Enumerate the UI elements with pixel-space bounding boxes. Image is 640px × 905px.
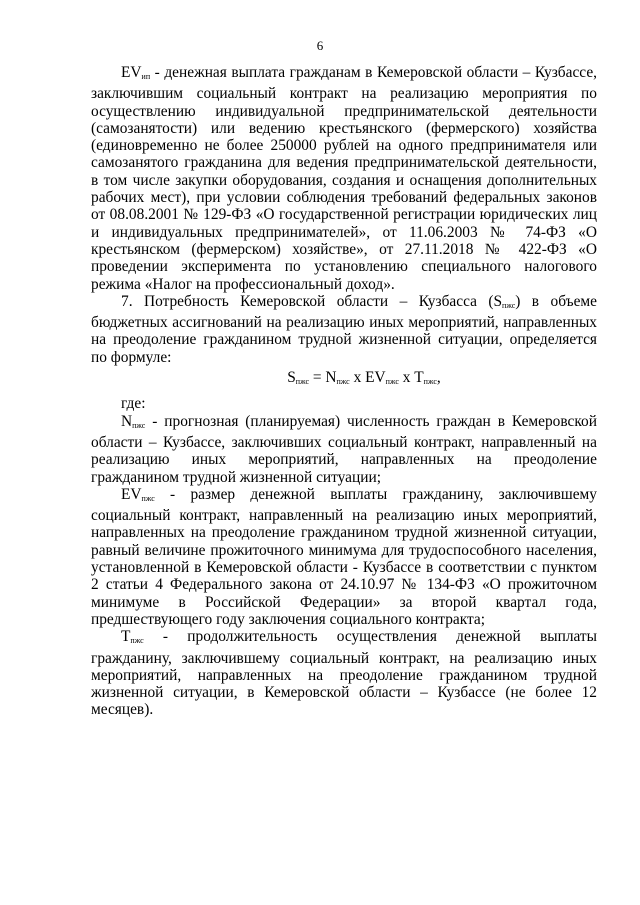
symbol-n: N (121, 412, 133, 430)
symbol-t: T (121, 628, 131, 646)
paragraph-text: 7. Потребность Кемеровской области – Кузбасса (S (121, 292, 503, 310)
formula-n: = N (309, 369, 337, 387)
formula-s: S (287, 369, 296, 387)
document-body (91, 64, 597, 719)
symbol-ev: EV (121, 485, 142, 503)
symbol-subscript: ип (141, 72, 151, 81)
formula-t: х T (398, 369, 424, 387)
page-number: 6 (316, 38, 324, 53)
where-label: где: (121, 395, 146, 413)
formula-end: , (436, 369, 441, 387)
symbol-ev: EV (121, 64, 142, 81)
formula (91, 369, 597, 390)
paragraph-text: - денежная выплата гражданам в Кемеровской области – Кузбассе, заключившим социальный контракт на реализацию мероприятия по осуществлению индивидуальной предпринимательской деятельности (самозанятости) или ведению крестьянского (фермерского) хозяйства (единовременно не более 250000 рублей на одного предпринимателя или самозанятого гражданина для ведения предпринимательской деятельности, в том числе закупки оборудования, создания и оснащения дополнительных рабочих мест), при условии соблюдения требований федеральных законов от 08.08.2001 № 129-ФЗ «О государственной регистрации юридических лиц и индивидуальных предпринимателей», от 11.06.2003 № 74-ФЗ «О крестьянском (фермерском) хозяйстве», от 27.11.2018 № 422-ФЗ «О проведении эксперимента по установлению специального налогового режима «Налог на профессиональный доход». (91, 64, 597, 293)
formula-ev: х EV (349, 369, 386, 387)
formula-subscript: пжс (385, 377, 399, 387)
formula-subscript: пжс (423, 377, 437, 387)
paragraph-text: - прогнозная (планируемая) численность граждан в Кемеровской области – Кузбассе, заключивших социальный контракт, направленный на реализацию иных мероприятий, направленных на преодоление гражданином трудной жизненной ситуации; (91, 412, 597, 486)
paragraph-text: - продолжительность осуществления денежной выплаты гражданину, заключившему социальный контракт, на реализацию иных мероприятий, направленных на преодоление гражданином трудной жизненной ситуации, в Кемеровской области – Кузбассе (не более 12 месяцев). (91, 628, 597, 719)
definition-t (91, 628, 597, 718)
formula-subscript: пжс (336, 377, 350, 387)
symbol-subscript: пжс (130, 636, 144, 646)
paragraph-item-7 (91, 293, 597, 366)
paragraph-ev-ip (91, 64, 597, 293)
definition-ev (91, 486, 597, 628)
paragraph-text: ) в объеме бюджетных ассигнований на реализацию иных мероприятий, направленных на преодоление гражданином трудной жизненной ситуации, определяется по формуле: (91, 292, 597, 366)
formula-subscript: пжс (295, 377, 310, 387)
symbol-subscript: пжс (141, 493, 155, 503)
symbol-subscript: пжс (132, 420, 146, 430)
symbol-subscript: пжс (502, 300, 516, 310)
definition-n (91, 413, 597, 486)
paragraph-text: - размер денежной выплаты гражданину, заключившему социальный контракт, направленный на реализацию иных мероприятий, направленных на преодоление гражданином трудной жизненной ситуации, равный величине прожиточного минимума для трудоспособного населения, установленной в Кемеровской области - Кузбассе в соответствии с пунктом 2 статьи 4 Федерального закона от 24.10.97 № 134-ФЗ «О прожиточном минимуме в Российской Федерации» за второй квартал года, предшествующего году заключения социального контракта; (91, 485, 597, 628)
